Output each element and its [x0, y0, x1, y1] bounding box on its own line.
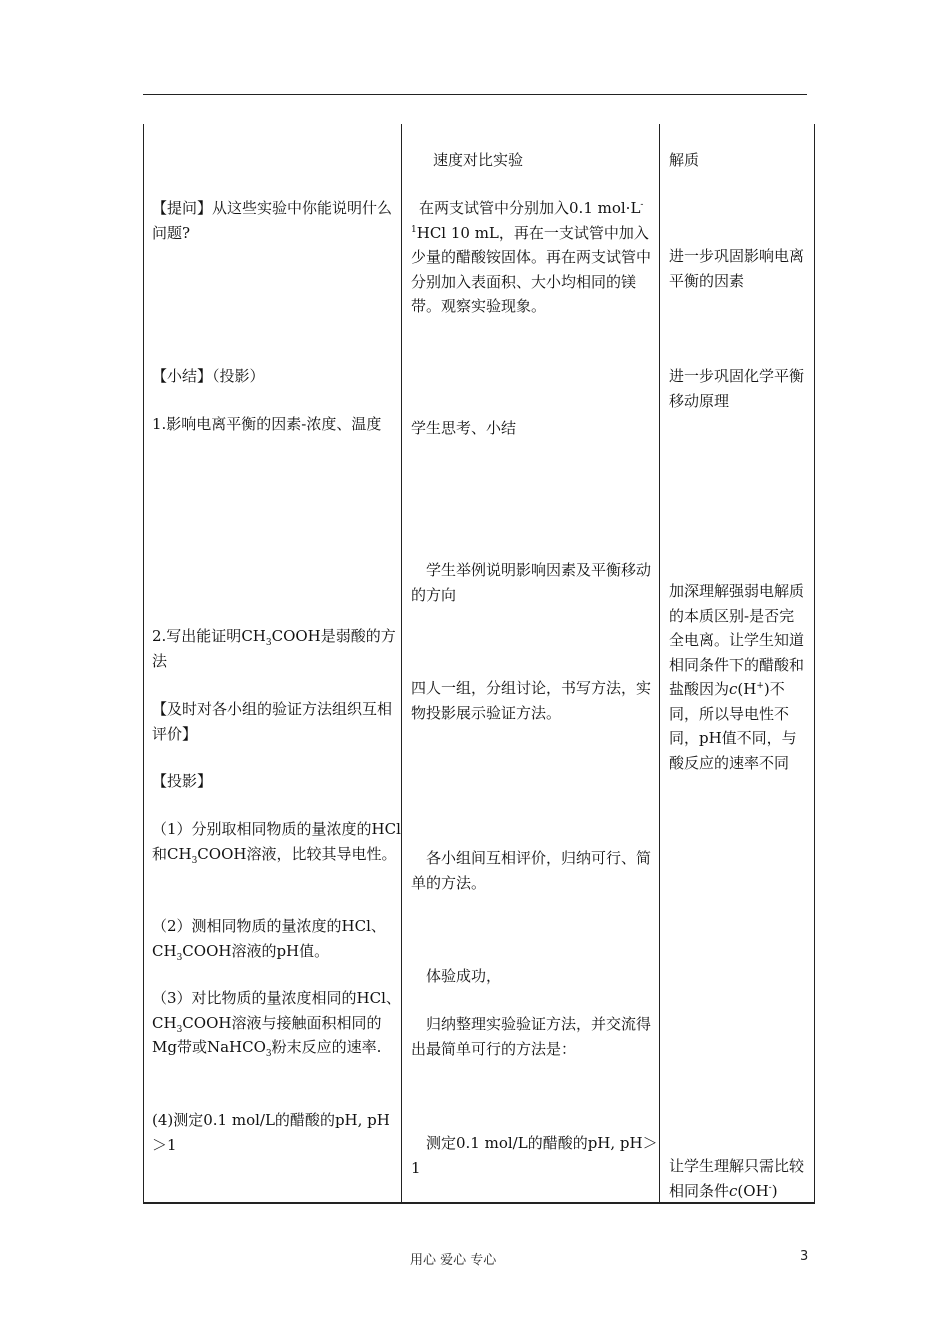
summary-item-2: 2.写出能证明$CH_3COOH$是弱酸的方法 [152, 627, 396, 670]
organize-methods: 归纳整理实验验证方法，并交流得出最简单可行的方法是： [411, 1015, 652, 1058]
table-border-right [814, 124, 815, 1204]
group-discussion: 四人一组，分组讨论，书写方法，实物投影展示验证方法。 [411, 679, 652, 722]
header-rule [143, 94, 807, 95]
student-think: 学生思考、小结 [411, 419, 517, 437]
projection-title: 【投影】 [152, 772, 213, 790]
method-2: （2）测相同物质的量浓度的HCl、$CH_3COOH$溶液的pH值。 [152, 917, 386, 963]
evaluation-title: 【及时对各小组的验证方法组织互相评价】 [152, 700, 393, 743]
summary-title: 【小结】（投影） [152, 367, 265, 385]
footer-motto: 用心 爱心 专心 [410, 1253, 497, 1268]
measure-ph: 测定0.1 mol/L的醋酸的pH, pH＞1 [411, 1134, 658, 1177]
experience-success: 体验成功， [426, 967, 502, 985]
speed-experiment: 速度对比实验 [433, 151, 524, 169]
intent-deepen-understanding: 加深理解强弱电解质的本质区别-是否完全电离。让学生知道相同条件下的醋酸和盐酸因为c(H+)不同，所以导电性不同，pH值不同，与酸反应的速率不同 [669, 582, 805, 772]
mutual-evaluation: 各小组间互相评价，归纳可行、简单的方法。 [411, 849, 652, 892]
method-1: （1）分别取相同物质的量浓度的HCl和$CH_3COOH$溶液，比较其导电性。 [152, 820, 401, 866]
method-4: (4)测定0.1 mol/L的醋酸的pH, pH＞1 [152, 1111, 390, 1154]
summary-item-1: 1.影响电离平衡的因素-浓度、温度 [152, 415, 382, 433]
student-examples: 学生举例说明影响因素及平衡移动的方向 [411, 561, 652, 604]
experiment-description: 在两支试管中分别加入0.1 $mol\cdot L^{-1}HCl$ 10 mL，再在一支试管中加入少量的醋酸铵固体。再在两支试管中分别加入表面积、大小均相同的镁带。观察实验现象。 [411, 199, 652, 315]
method-3: （3）对比物质的量浓度相同的HCl、$CH_3COOH$溶液与接触面积相同的Mg带或NaHCO$_3$粉末反应的速率. [152, 989, 401, 1059]
intent-compare-oh: 让学生理解只需比较相同条件c(OH-) [669, 1157, 805, 1200]
lesson-table [143, 124, 815, 1204]
table-border-left [143, 124, 144, 1204]
intent-consolidate-factors: 进一步巩固影响电离平衡的因素 [669, 247, 805, 290]
page-number: 3 [800, 1249, 809, 1264]
intent-consolidate-equilibrium: 进一步巩固化学平衡移动原理 [669, 367, 805, 410]
question-prompt: 【提问】从这些实验中你能说明什么问题? [152, 199, 393, 242]
intent-electrolyte: 解质 [669, 151, 700, 169]
